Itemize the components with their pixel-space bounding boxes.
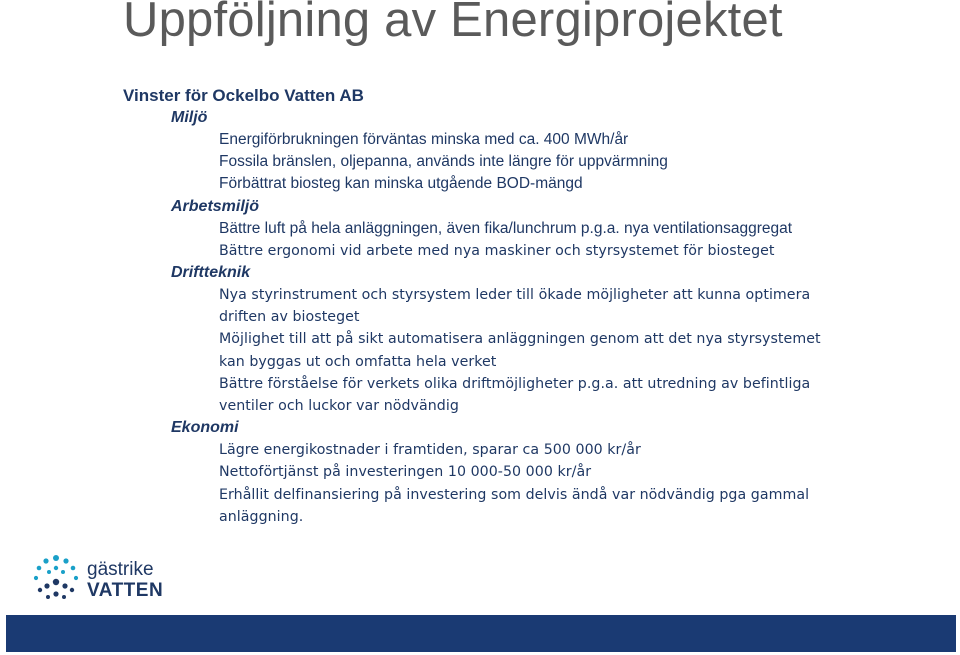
bullet-item: Energiförbrukningen förväntas minska med ca. 400 MWh/år [219, 131, 629, 148]
subheading-miljo: Miljö [171, 109, 208, 126]
bullet-item: Bättre luft på hela anläggningen, även fika/lunchrum p.g.a. nya ventilationsaggregat [219, 219, 793, 237]
footer-bar [6, 615, 956, 652]
bullet-item: Erhållit delfinansiering på investering som delvis ändå var nödvändig pga gammal anläggning. [219, 486, 810, 525]
bullet-item: Nettoförtjänst på investeringen 10 000-50 000 kr/år [219, 464, 592, 481]
bullet-item: Fossila bränslen, oljepanna, används inte längre för uppvärmning [219, 153, 668, 171]
slide-content [123, 85, 843, 528]
bullet-item: Bättre förståelse för verkets olika driftmöjligheter p.g.a. att utredning av befintliga ventiler och luckor var nödvändig [219, 375, 811, 415]
section-heading: Vinster för Ockelbo Vatten AB [123, 86, 364, 105]
bullet-item: Bättre ergonomi vid arbete med nya maskiner och styrsystemet för biosteget [219, 242, 775, 259]
subheading-arbetsmiljo: Arbetsmiljö [171, 197, 260, 215]
bullet-item: Lägre energikostnader i framtiden, sparar ca 500 000 kr/år [219, 442, 641, 459]
subheading-driftteknik: Driftteknik [171, 264, 251, 282]
bullet-item: Förbättrat biosteg kan minska utgående BOD-mängd [219, 175, 583, 193]
slide-title: Uppföljning av Energiprojektet [123, 0, 783, 47]
logo-text-gastrike: gästrike [87, 559, 154, 580]
subheading-ekonomi: Ekonomi [171, 419, 239, 437]
logo-text-vatten: VATTEN [87, 580, 164, 601]
gastrike-vatten-logo [30, 556, 170, 604]
bullet-item: Nya styrinstrument och styrsystem leder till ökade möjligheter att kunna optimera driften av biosteget [219, 287, 811, 326]
water-drop-logo-icon [30, 552, 82, 604]
bullet-item: Möjlighet till att på sikt automatisera anläggningen genom att det nya styrsystemet kan byggas ut och omfatta hela verket [219, 331, 821, 370]
